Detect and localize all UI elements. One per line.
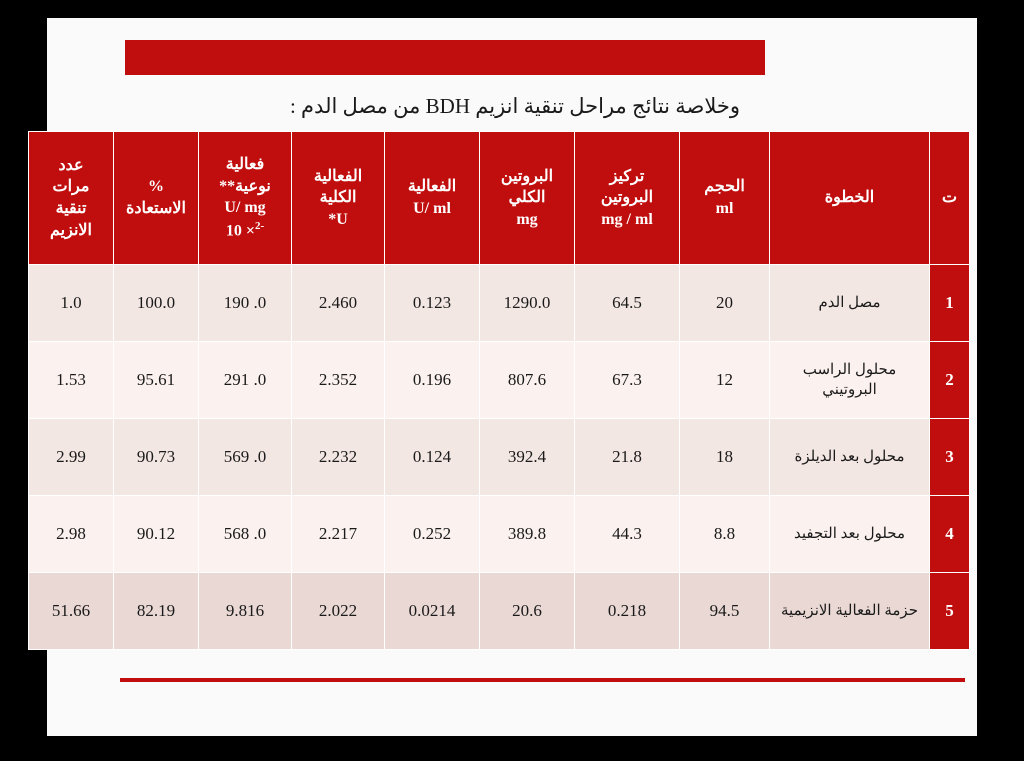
row-protein-concentration: 21.8 bbox=[575, 419, 680, 496]
row-total-activity: 2.232 bbox=[292, 419, 385, 496]
row-volume: 12 bbox=[680, 342, 770, 419]
table-row bbox=[29, 342, 970, 419]
row-total-activity: 2.352 bbox=[292, 342, 385, 419]
header-spec-line3: U/ mg bbox=[224, 199, 266, 217]
row-index: 1 bbox=[930, 265, 970, 342]
header-volume-line1: الحجم bbox=[704, 178, 745, 196]
header-recovery-line2: الاستعادة bbox=[126, 200, 186, 217]
slide-canvas bbox=[47, 18, 977, 736]
header-total-activity bbox=[292, 132, 385, 265]
table-row bbox=[29, 573, 970, 650]
header-spec-line1: فعالية bbox=[225, 156, 265, 174]
row-recovery: 90.73 bbox=[114, 419, 199, 496]
purification-table-container bbox=[50, 131, 970, 650]
header-spec-base: × 10 bbox=[225, 222, 255, 240]
table-row bbox=[29, 496, 970, 573]
purification-table bbox=[28, 131, 970, 650]
header-fold-line4: الانزيم bbox=[50, 221, 92, 239]
header-index: ت bbox=[930, 132, 970, 265]
header-volume bbox=[680, 132, 770, 265]
row-step: محلول بعد التجفيد bbox=[770, 496, 930, 573]
header-conc-line2: البروتين bbox=[600, 189, 654, 207]
row-recovery: 100.0 bbox=[114, 265, 199, 342]
row-step: محلول الراسب البروتيني bbox=[770, 342, 930, 419]
header-conc-line3: mg / ml bbox=[601, 210, 653, 228]
row-index: 4 bbox=[930, 496, 970, 573]
header-volume-line2: ml bbox=[715, 200, 734, 217]
page-title: وخلاصة نتائج مراحل تنقية انزيم BDH من مصل الدم : bbox=[289, 94, 741, 118]
header-spec-line4 bbox=[201, 219, 289, 242]
row-volume: 20 bbox=[680, 265, 770, 342]
row-total-activity: 2.217 bbox=[292, 496, 385, 573]
row-total-protein: 807.6 bbox=[480, 342, 575, 419]
header-fold-line3: تنقية bbox=[55, 200, 87, 217]
header-totprot-line2: الكلي bbox=[508, 189, 546, 207]
header-protein-concentration bbox=[575, 132, 680, 265]
header-totact-line1: الفعالية bbox=[313, 167, 363, 185]
title-accent-bar bbox=[125, 40, 765, 75]
row-fold: 1.0 bbox=[29, 265, 114, 342]
header-fold-line1: عدد bbox=[58, 156, 84, 174]
row-protein-concentration: 67.3 bbox=[575, 342, 680, 419]
header-specific-activity bbox=[199, 132, 292, 265]
table-row bbox=[29, 419, 970, 496]
row-index: 3 bbox=[930, 419, 970, 496]
row-specific-activity: 0. 291 bbox=[199, 342, 292, 419]
header-totprot-line1: البروتين bbox=[500, 167, 554, 185]
table-header-row bbox=[29, 132, 970, 265]
row-fold: 1.53 bbox=[29, 342, 114, 419]
row-activity: 0.196 bbox=[385, 342, 480, 419]
header-totprot-line3: mg bbox=[516, 210, 538, 228]
header-purification-fold bbox=[29, 132, 114, 265]
row-activity: 0.124 bbox=[385, 419, 480, 496]
row-step: مصل الدم bbox=[770, 265, 930, 342]
row-fold: 2.98 bbox=[29, 496, 114, 573]
row-specific-activity: 9.816 bbox=[199, 573, 292, 650]
header-activity-line2: U/ ml bbox=[413, 200, 451, 217]
row-recovery: 90.12 bbox=[114, 496, 199, 573]
row-total-protein: 1290.0 bbox=[480, 265, 575, 342]
row-protein-concentration: 0.218 bbox=[575, 573, 680, 650]
header-spec-line2: نوعية** bbox=[219, 177, 271, 195]
row-protein-concentration: 44.3 bbox=[575, 496, 680, 573]
row-total-activity: 2.022 bbox=[292, 573, 385, 650]
row-total-activity: 2.460 bbox=[292, 265, 385, 342]
row-specific-activity: 0. 569 bbox=[199, 419, 292, 496]
row-total-protein: 20.6 bbox=[480, 573, 575, 650]
row-activity: 0.123 bbox=[385, 265, 480, 342]
header-fold-line2: مرات bbox=[52, 178, 90, 196]
row-index: 2 bbox=[930, 342, 970, 419]
header-conc-line1: تركيز bbox=[609, 167, 645, 185]
row-activity: 0.0214 bbox=[385, 573, 480, 650]
header-recovery bbox=[114, 132, 199, 265]
header-total-protein bbox=[480, 132, 575, 265]
row-specific-activity: 0. 190 bbox=[199, 265, 292, 342]
header-spec-exponent: -2 bbox=[254, 219, 265, 232]
header-activity bbox=[385, 132, 480, 265]
row-step: حزمة الفعالية الانزيمية bbox=[770, 573, 930, 650]
header-totact-line2: الكلية bbox=[319, 189, 357, 207]
row-protein-concentration: 64.5 bbox=[575, 265, 680, 342]
row-fold: 51.66 bbox=[29, 573, 114, 650]
row-volume: 94.5 bbox=[680, 573, 770, 650]
header-activity-line1: الفعالية bbox=[407, 178, 457, 196]
header-step: الخطوة bbox=[770, 132, 930, 265]
header-recovery-line1: % bbox=[148, 178, 164, 196]
row-activity: 0.252 bbox=[385, 496, 480, 573]
bottom-accent-rule bbox=[120, 678, 965, 682]
table-row bbox=[29, 265, 970, 342]
row-specific-activity: 0. 568 bbox=[199, 496, 292, 573]
row-total-protein: 389.8 bbox=[480, 496, 575, 573]
row-fold: 2.99 bbox=[29, 419, 114, 496]
row-recovery: 82.19 bbox=[114, 573, 199, 650]
row-volume: 18 bbox=[680, 419, 770, 496]
row-index: 5 bbox=[930, 573, 970, 650]
header-totact-line3: U* bbox=[328, 210, 348, 228]
row-step: محلول بعد الديلزة bbox=[770, 419, 930, 496]
row-volume: 8.8 bbox=[680, 496, 770, 573]
row-total-protein: 392.4 bbox=[480, 419, 575, 496]
row-recovery: 95.61 bbox=[114, 342, 199, 419]
